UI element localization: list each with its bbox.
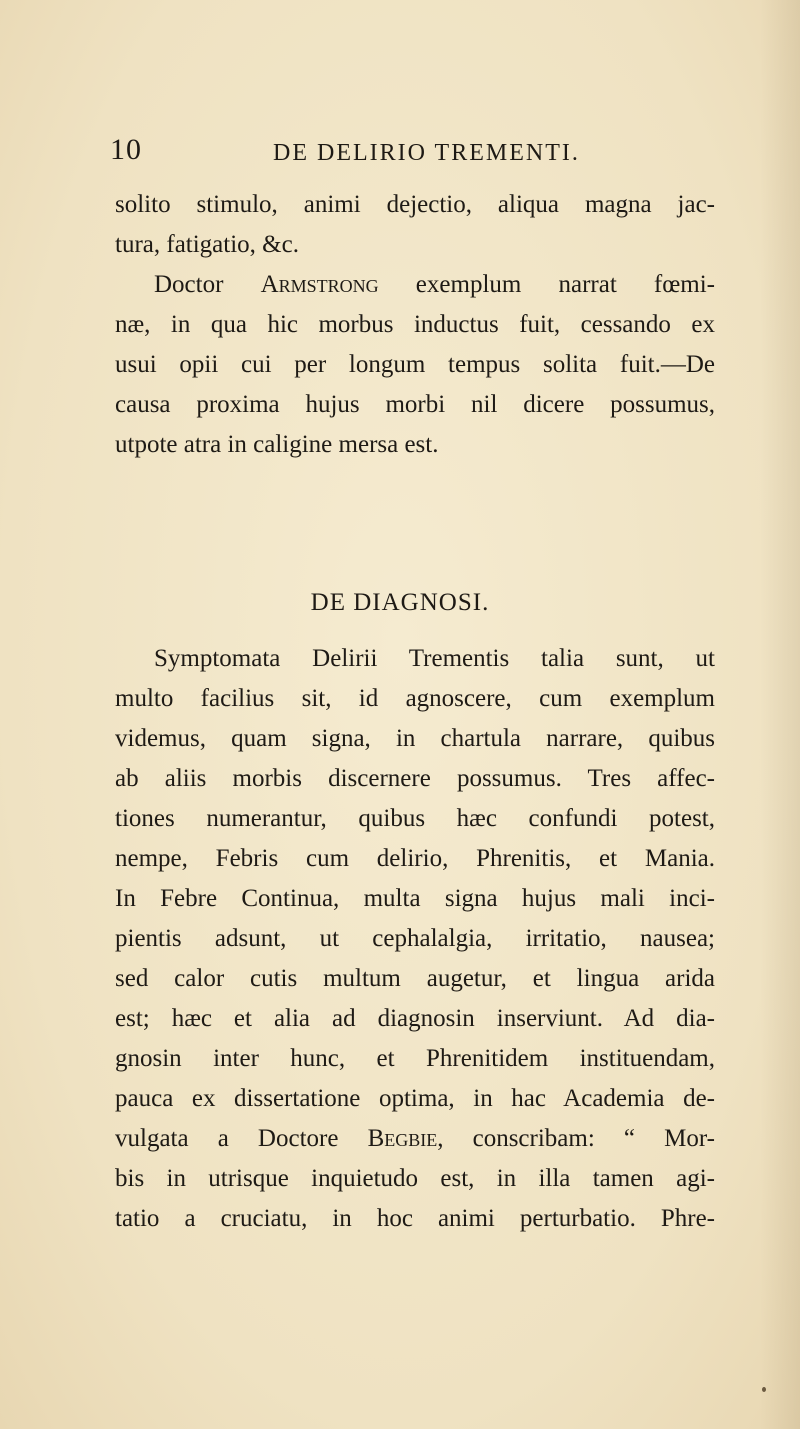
ink-speck bbox=[762, 1387, 766, 1392]
text-line: gnosin inter hunc, et Phrenitidem instituendam, bbox=[115, 1045, 715, 1072]
text-line bbox=[115, 265, 715, 305]
page-header bbox=[110, 130, 710, 170]
page-number: 10 bbox=[110, 133, 142, 166]
text-line: usui opii cui per longum tempus solita fuit.—De bbox=[115, 351, 715, 378]
text-line: pientis adsunt, ut cephalalgia, irritatio, nausea; bbox=[115, 925, 715, 952]
page-edge-shadow bbox=[760, 0, 800, 1429]
text-fragment: exemplum narrat fœmi- bbox=[378, 271, 716, 298]
section-heading: DE DIAGNOSI. bbox=[310, 589, 490, 616]
text-line bbox=[115, 1119, 715, 1159]
text-line: tatio a cruciatu, in hoc animi perturbatio. Phre- bbox=[115, 1205, 715, 1232]
text-line: nempe, Febris cum delirio, Phrenitis, et Mania. bbox=[115, 845, 715, 872]
text-line: ab aliis morbis discernere possumus. Tres affec- bbox=[115, 765, 715, 792]
text-line: Symptomata Delirii Trementis talia sunt, ut bbox=[154, 645, 715, 672]
author-name-begbie: Begbie bbox=[367, 1125, 438, 1152]
text-fragment: , conscribam: “ Mor- bbox=[437, 1125, 715, 1152]
diagnosi-paragraph bbox=[115, 639, 715, 1239]
text-line: pauca ex dissertatione optima, in hac Academia de- bbox=[115, 1085, 715, 1112]
text-line: videmus, quam signa, in chartula narrare, quibus bbox=[115, 725, 715, 752]
text-fragment: Doctor bbox=[154, 271, 261, 298]
text-line: In Febre Continua, multa signa hujus mali inci- bbox=[115, 885, 715, 912]
text-line: causa proxima hujus morbi nil dicere possumus, bbox=[115, 391, 715, 418]
text-fragment: vulgata a Doctore bbox=[115, 1125, 368, 1152]
text-line: utpote atra in caligine mersa est. bbox=[115, 431, 439, 458]
text-line: sed calor cutis multum augetur, et lingua arida bbox=[115, 965, 715, 992]
text-line: est; hæc et alia ad diagnosin inserviunt. Ad dia- bbox=[115, 1005, 715, 1032]
author-name-armstrong: Armstrong bbox=[260, 271, 379, 298]
text-line: multo facilius sit, id agnoscere, cum exemplum bbox=[115, 685, 715, 712]
running-head: DE DELIRIO TREMENTI. bbox=[273, 140, 580, 166]
text-line: tiones numerantur, quibus hæc confundi potest, bbox=[115, 805, 715, 832]
text-line: bis in utrisque inquietudo est, in illa tamen agi- bbox=[115, 1165, 715, 1192]
body-text bbox=[115, 185, 715, 465]
text-line: solito stimulo, animi dejectio, aliqua magna jac- bbox=[115, 191, 715, 218]
text-line: tura, fatigatio, &c. bbox=[115, 231, 299, 258]
text-line: næ, in qua hic morbus inductus fuit, cessando ex bbox=[115, 311, 715, 338]
